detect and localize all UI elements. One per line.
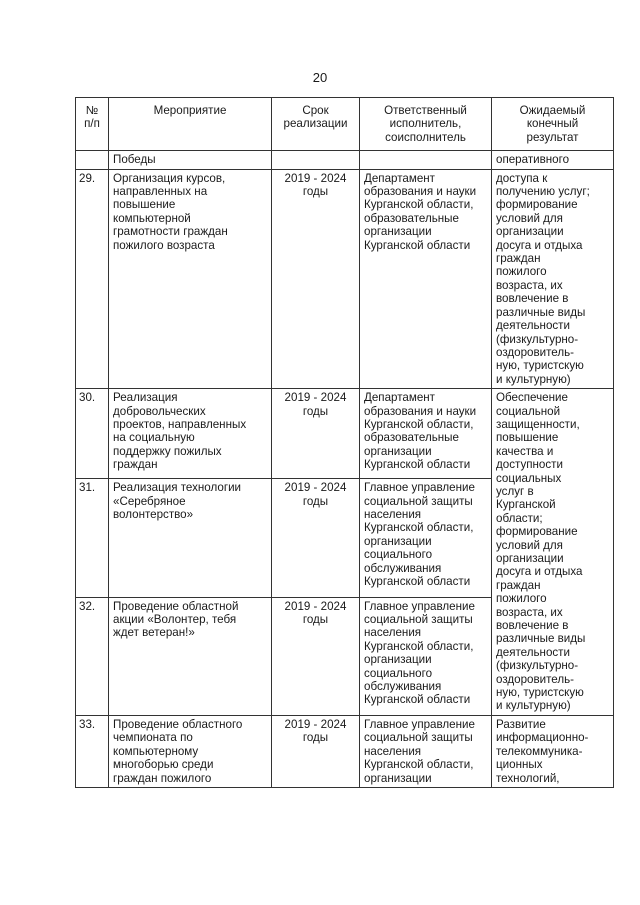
cell-term: 2019 - 2024 годы (272, 169, 360, 389)
cell-executor (360, 151, 492, 169)
table-header-row (76, 98, 614, 151)
cell-term: 2019 - 2024 годы (272, 597, 360, 715)
cell-executor: Главное управление социальной защиты населения Курганской области, организации социального обслуживания Курганской области (360, 479, 492, 597)
cell-num: 30. (76, 389, 109, 479)
cell-term: 2019 - 2024 годы (272, 479, 360, 597)
cell-event: Организация курсов, направленных на повышение компьютерной грамотности граждан пожилого возраста (109, 169, 272, 389)
page-number: 20 (312, 70, 328, 85)
cell-term: 2019 - 2024 годы (272, 715, 360, 787)
header-term: Срок реализации (272, 98, 360, 151)
table-row-33 (76, 715, 614, 787)
cell-event: Победы (109, 151, 272, 169)
cell-event: Проведение областной акции «Волонтер, тебя ждет ветеран!» (109, 597, 272, 715)
cell-num (76, 151, 109, 169)
table-row-continuation (76, 151, 614, 169)
cell-executor: Департамент образования и науки Курганской области, образовательные организации Курганской области (360, 169, 492, 389)
header-num: № п/п (76, 98, 109, 151)
cell-num: 32. (76, 597, 109, 715)
cell-result: доступа к получению услуг; формирование условий для организации досуга и отдыха граждан пожилого возраста, их вовлечение в различные виды деятельности (физкультурно- оздоровитель- ную, туристскую и культурную) (492, 169, 614, 389)
cell-event: Проведение областного чемпионата по компьютерному многоборью среди граждан пожилого (109, 715, 272, 787)
cell-term: 2019 - 2024 годы (272, 389, 360, 479)
cell-result-merged: Обеспечение социальной защищенности, повышение качества и доступности социальных услуг в Курганской области; формирование условий для организации досуга и отдыха граждан пожилого возраста, их вовлечение в различные виды деятельности (физкультурно- оздоровитель- ную, туристскую и культурную) (492, 389, 614, 716)
header-event: Мероприятие (109, 98, 272, 151)
events-table (75, 97, 614, 788)
cell-num: 33. (76, 715, 109, 787)
cell-term (272, 151, 360, 169)
cell-event: Реализация добровольческих проектов, направленных на социальную поддержку пожилых граждан (109, 389, 272, 479)
cell-result: Развитие информационно- телекоммуника- ционных технологий, (492, 715, 614, 787)
cell-executor: Главное управление социальной защиты населения Курганской области, организации (360, 715, 492, 787)
cell-result: оперативного (492, 151, 614, 169)
cell-executor: Главное управление социальной защиты населения Курганской области, организации социального обслуживания Курганской области (360, 597, 492, 715)
cell-num: 29. (76, 169, 109, 389)
table-row-29 (76, 169, 614, 389)
cell-event: Реализация технологии «Серебряное волонтерство» (109, 479, 272, 597)
table-row-30 (76, 389, 614, 479)
header-result: Ожидаемый конечный результат (492, 98, 614, 151)
header-executor: Ответственный исполнитель, соисполнитель (360, 98, 492, 151)
cell-num: 31. (76, 479, 109, 597)
cell-executor: Департамент образования и науки Курганской области, образовательные организации Курганской области (360, 389, 492, 479)
